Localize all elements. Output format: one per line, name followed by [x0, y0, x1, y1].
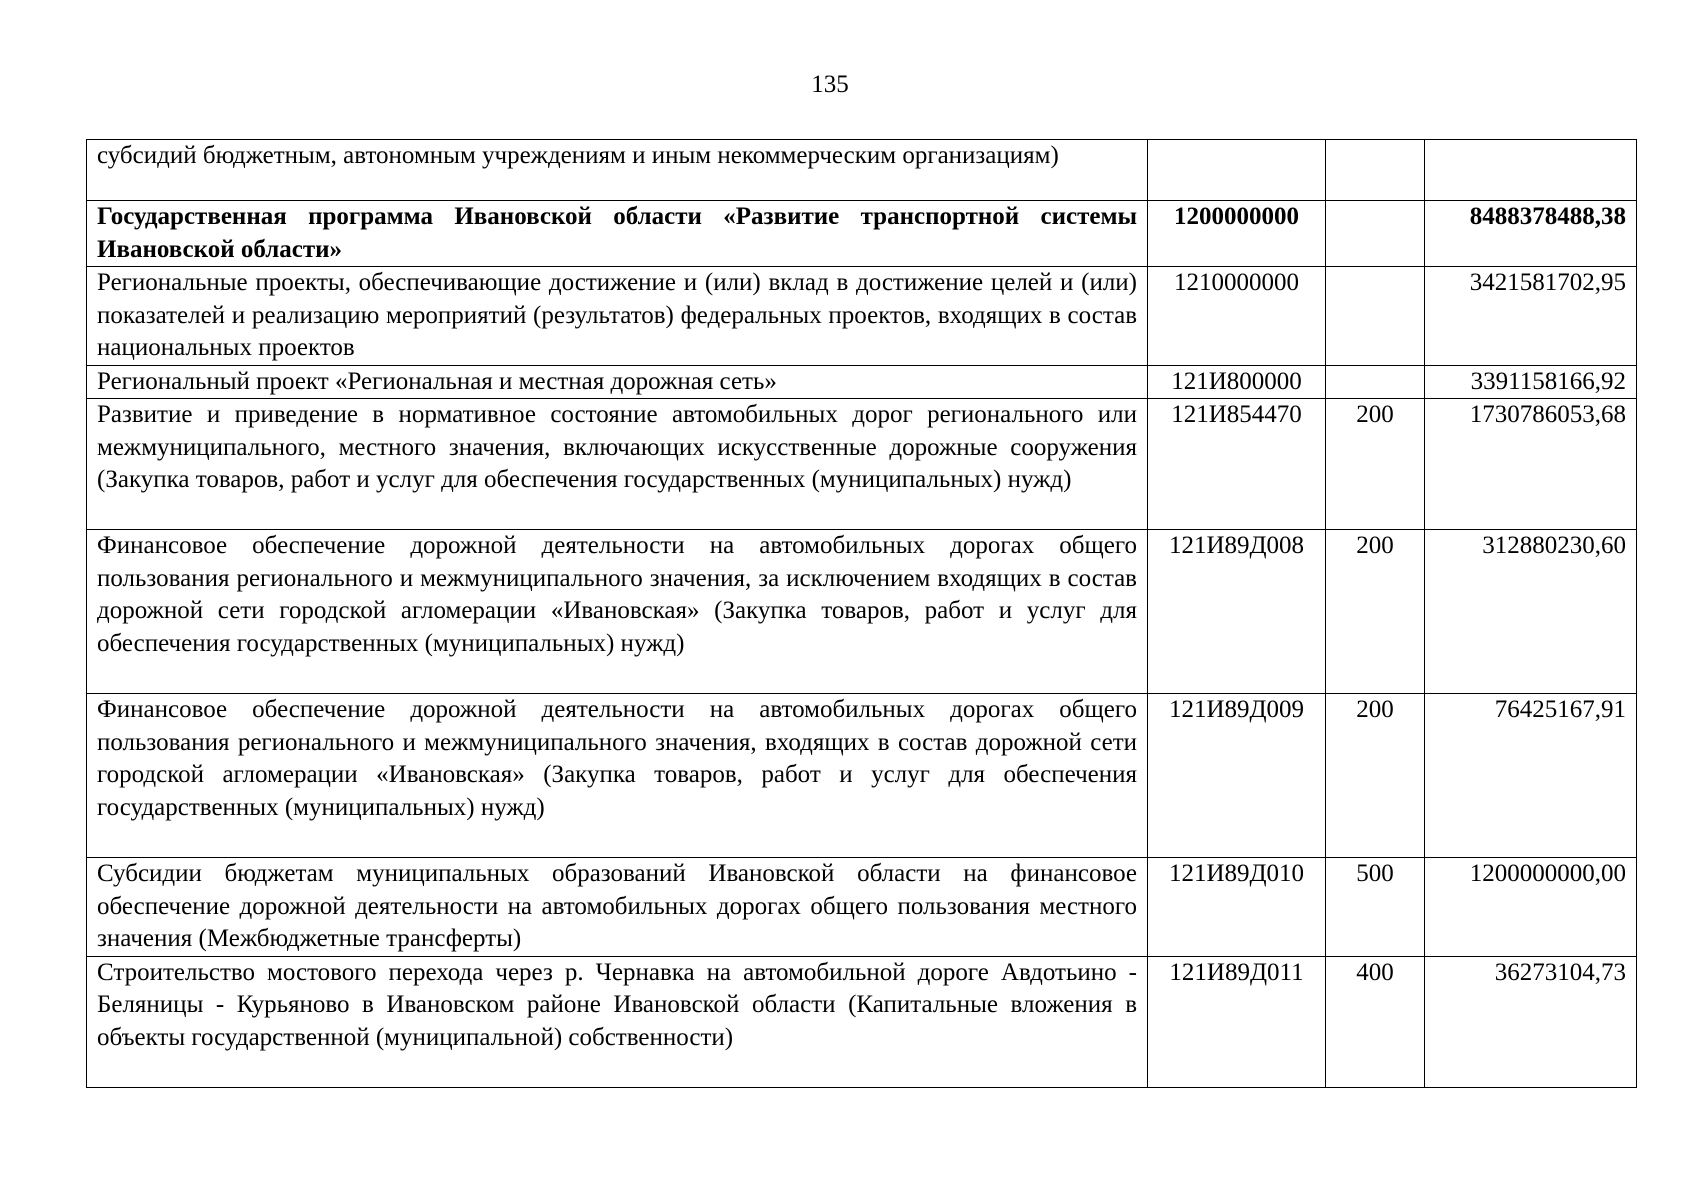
table-row: [87, 365, 1637, 399]
row-expense-type: 400: [1326, 956, 1425, 1087]
row-target-code: [1148, 140, 1326, 201]
row-target-code: 121И800000: [1148, 365, 1326, 399]
row-expense-type: 200: [1326, 399, 1425, 530]
row-sum: 312880230,60: [1425, 530, 1637, 694]
row-name: Региональные проекты, обеспечивающие достижение и (или) вклад в достижение целей и (или) показателей и реализацию мероприятий (результатов) федеральных проектов, входящих в состав национальных проектов: [87, 267, 1148, 366]
row-expense-type: 200: [1326, 694, 1425, 858]
row-sum: 1200000000,00: [1425, 858, 1637, 957]
table-row: [87, 858, 1637, 957]
row-name: Субсидии бюджетам муниципальных образований Ивановской области на финансовое обеспечение дорожной деятельности на автомобильных дорогах общего пользования местного значения (Межбюджетные трансферты): [87, 858, 1148, 957]
table-row: [87, 694, 1637, 858]
table-row: [87, 267, 1637, 366]
row-expense-type: [1326, 201, 1425, 267]
table-row: [87, 201, 1637, 267]
table-row: [87, 140, 1637, 201]
row-expense-type: [1326, 140, 1425, 201]
row-expense-type: 500: [1326, 858, 1425, 957]
row-name: Развитие и приведение в нормативное состояние автомобильных дорог регионального или межмуниципального, местного значения, включающих искусственные дорожные сооружения (Закупка товаров, работ и услуг для обеспечения государственных (муниципальных) нужд): [87, 399, 1148, 530]
row-name: Строительство мостового перехода через р. Чернавка на автомобильной дороге Авдотьино - Беляницы - Курьяново в Ивановском районе Ивановской области (Капитальные вложения в объекты государственной (муниципальной) собственности): [87, 956, 1148, 1087]
row-sum: 3391158166,92: [1425, 365, 1637, 399]
row-target-code: 121И854470: [1148, 399, 1326, 530]
row-sum: 1730786053,68: [1425, 399, 1637, 530]
row-target-code: 121И89Д010: [1148, 858, 1326, 957]
row-name: субсидий бюджетным, автономным учреждениям и иным некоммерческим организациям): [87, 140, 1148, 201]
row-name: Финансовое обеспечение дорожной деятельности на автомобильных дорогах общего пользования регионального и межмуниципального значения, входящих в состав дорожной сети городской агломерации «Ивановская» (Закупка товаров, работ и услуг для обеспечения государственных (муниципальных) нужд): [87, 694, 1148, 858]
row-target-code: 121И89Д011: [1148, 956, 1326, 1087]
row-sum: 36273104,73: [1425, 956, 1637, 1087]
row-sum: [1425, 140, 1637, 201]
row-sum: 76425167,91: [1425, 694, 1637, 858]
row-target-code: 1200000000: [1148, 201, 1326, 267]
row-expense-type: [1326, 365, 1425, 399]
row-target-code: 121И89Д009: [1148, 694, 1326, 858]
page-number: 135: [811, 71, 849, 98]
row-name: Региональный проект «Региональная и местная дорожная сеть»: [87, 365, 1148, 399]
row-sum: 3421581702,95: [1425, 267, 1637, 366]
table-row: [87, 956, 1637, 1087]
row-expense-type: 200: [1326, 530, 1425, 694]
budget-table: [86, 139, 1637, 1088]
table-row: [87, 530, 1637, 694]
table-row: [87, 399, 1637, 530]
row-name: Финансовое обеспечение дорожной деятельности на автомобильных дорогах общего пользования регионального и межмуниципального значения, за исключением входящих в состав дорожной сети городской агломерации «Ивановская» (Закупка товаров, работ и услуг для обеспечения государственных (муниципальных) нужд): [87, 530, 1148, 694]
row-sum: 8488378488,38: [1425, 201, 1637, 267]
row-target-code: 1210000000: [1148, 267, 1326, 366]
row-target-code: 121И89Д008: [1148, 530, 1326, 694]
row-name: Государственная программа Ивановской области «Развитие транспортной системы Ивановской области»: [87, 201, 1148, 267]
row-expense-type: [1326, 267, 1425, 366]
